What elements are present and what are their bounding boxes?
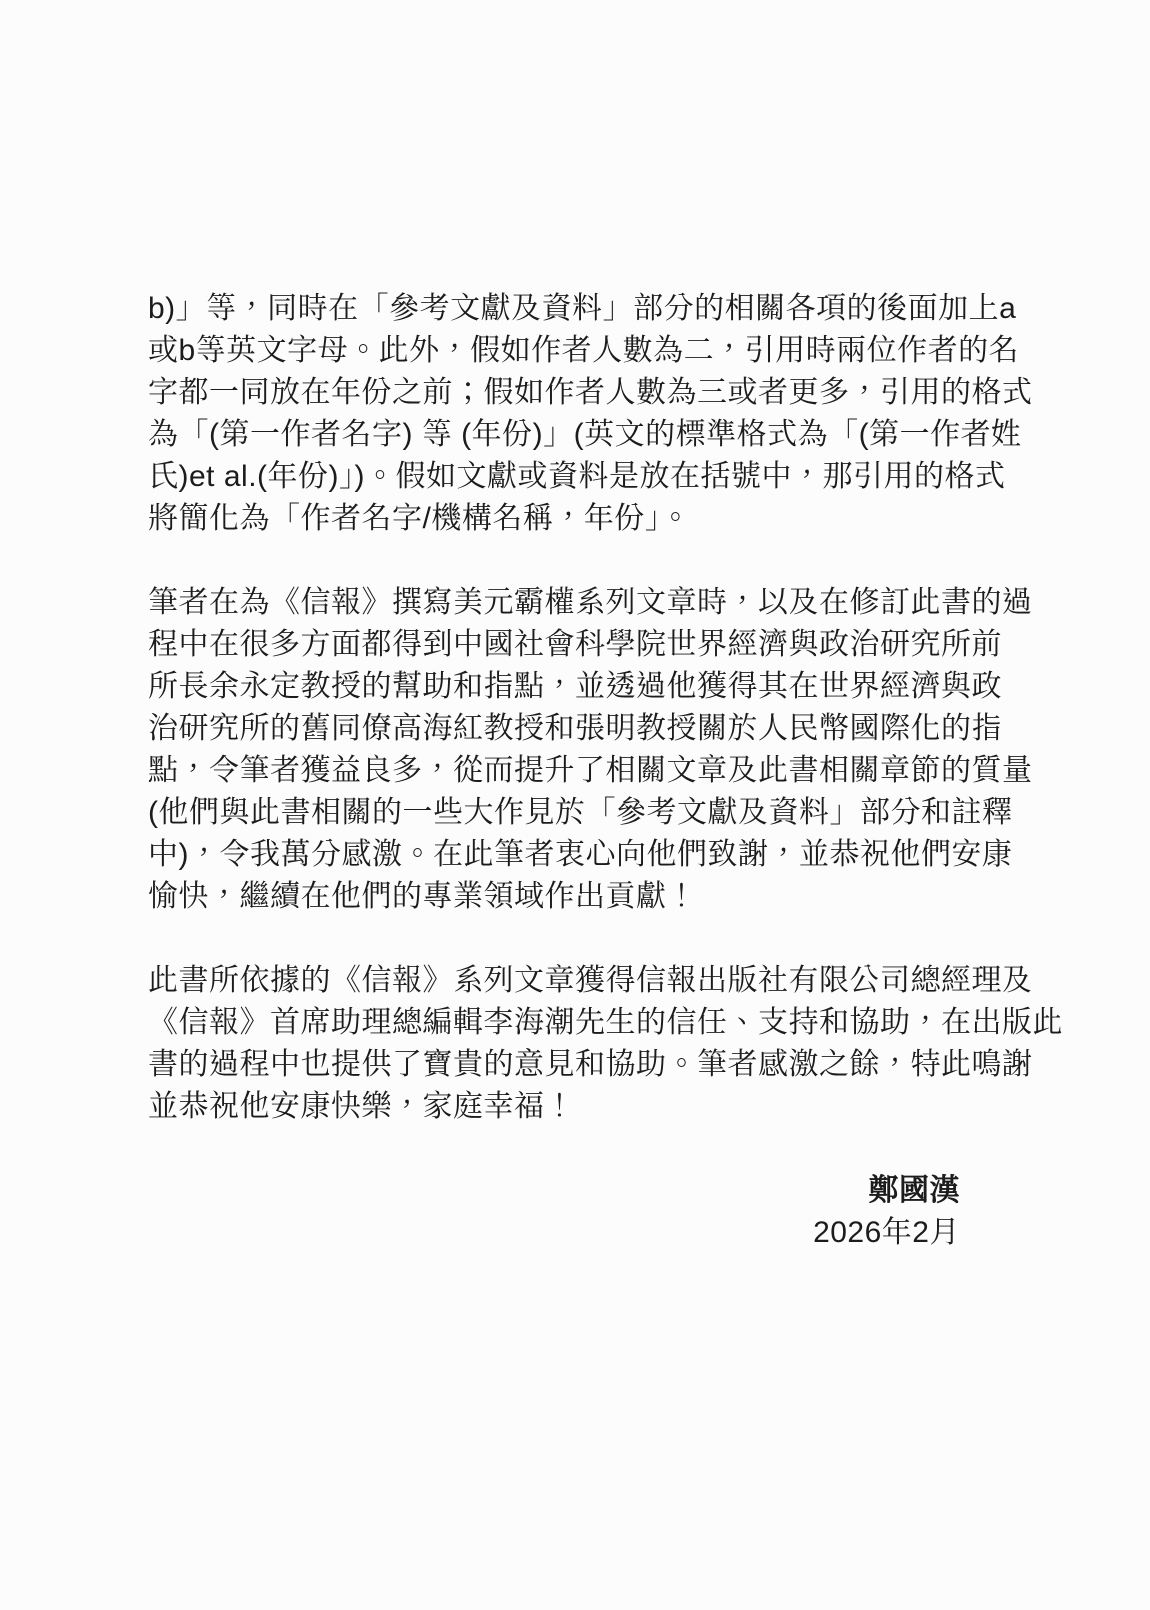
paragraphs-container — [148, 288, 1063, 1128]
paragraph — [148, 582, 1033, 918]
signature-date: 2026年2月 — [813, 1216, 960, 1249]
text-line: 愉快，繼續在他們的專業領域作出貢獻！ — [148, 880, 697, 913]
signature-name: 鄭國漢 — [868, 1174, 960, 1207]
text-line: 將簡化為「作者名字/機構名稱，年份」。 — [148, 502, 691, 535]
paragraph — [148, 288, 1033, 540]
text-line: (他們與此書相關的一些大作見於「參考文獻及資料」部分和註釋 — [148, 796, 1013, 829]
text-line: 筆者在為《信報》撰寫美元霸權系列文章時，以及在修訂此書的過 — [148, 586, 1033, 619]
text-line: 所長余永定教授的幫助和指點，並透過他獲得其在世界經濟與政 — [148, 670, 1002, 703]
text-line: b)」等，同時在「參考文獻及資料」部分的相關各項的後面加上a — [148, 292, 1017, 325]
text-line: 或b等英文字母。此外，假如作者人數為二，引用時兩位作者的名 — [148, 334, 1020, 367]
text-line: 字都一同放在年份之前；假如作者人數為三或者更多，引用的格式 — [148, 376, 1033, 409]
signature-block — [148, 1170, 960, 1254]
text-line: 治研究所的舊同僚高海紅教授和張明教授關於人民幣國際化的指 — [148, 712, 1002, 745]
body-text — [148, 288, 1063, 1254]
text-line: 《信報》首席助理總編輯李海潮先生的信任、支持和協助，在出版此 — [148, 1006, 1063, 1039]
text-line: 中)，令我萬分感激。在此筆者衷心向他們致謝，並恭祝他們安康 — [148, 838, 1013, 871]
text-line: 點，令筆者獲益良多，從而提升了相關文章及此書相關章節的質量 — [148, 754, 1033, 787]
paragraph — [148, 960, 1063, 1128]
text-line: 此書所依據的《信報》系列文章獲得信報出版社有限公司總經理及 — [148, 964, 1033, 997]
text-line: 並恭祝他安康快樂，家庭幸福！ — [148, 1090, 575, 1123]
text-line: 為「(第一作者名字) 等 (年份)」(英文的標準格式為「(第一作者姓 — [148, 418, 1022, 451]
text-line: 氏)et al.(年份)」)。假如文獻或資料是放在括號中，那引用的格式 — [148, 460, 1006, 493]
text-line: 程中在很多方面都得到中國社會科學院世界經濟與政治研究所前 — [148, 628, 1002, 661]
text-line: 書的過程中也提供了寶貴的意見和協助。筆者感激之餘，特此鳴謝 — [148, 1048, 1033, 1081]
